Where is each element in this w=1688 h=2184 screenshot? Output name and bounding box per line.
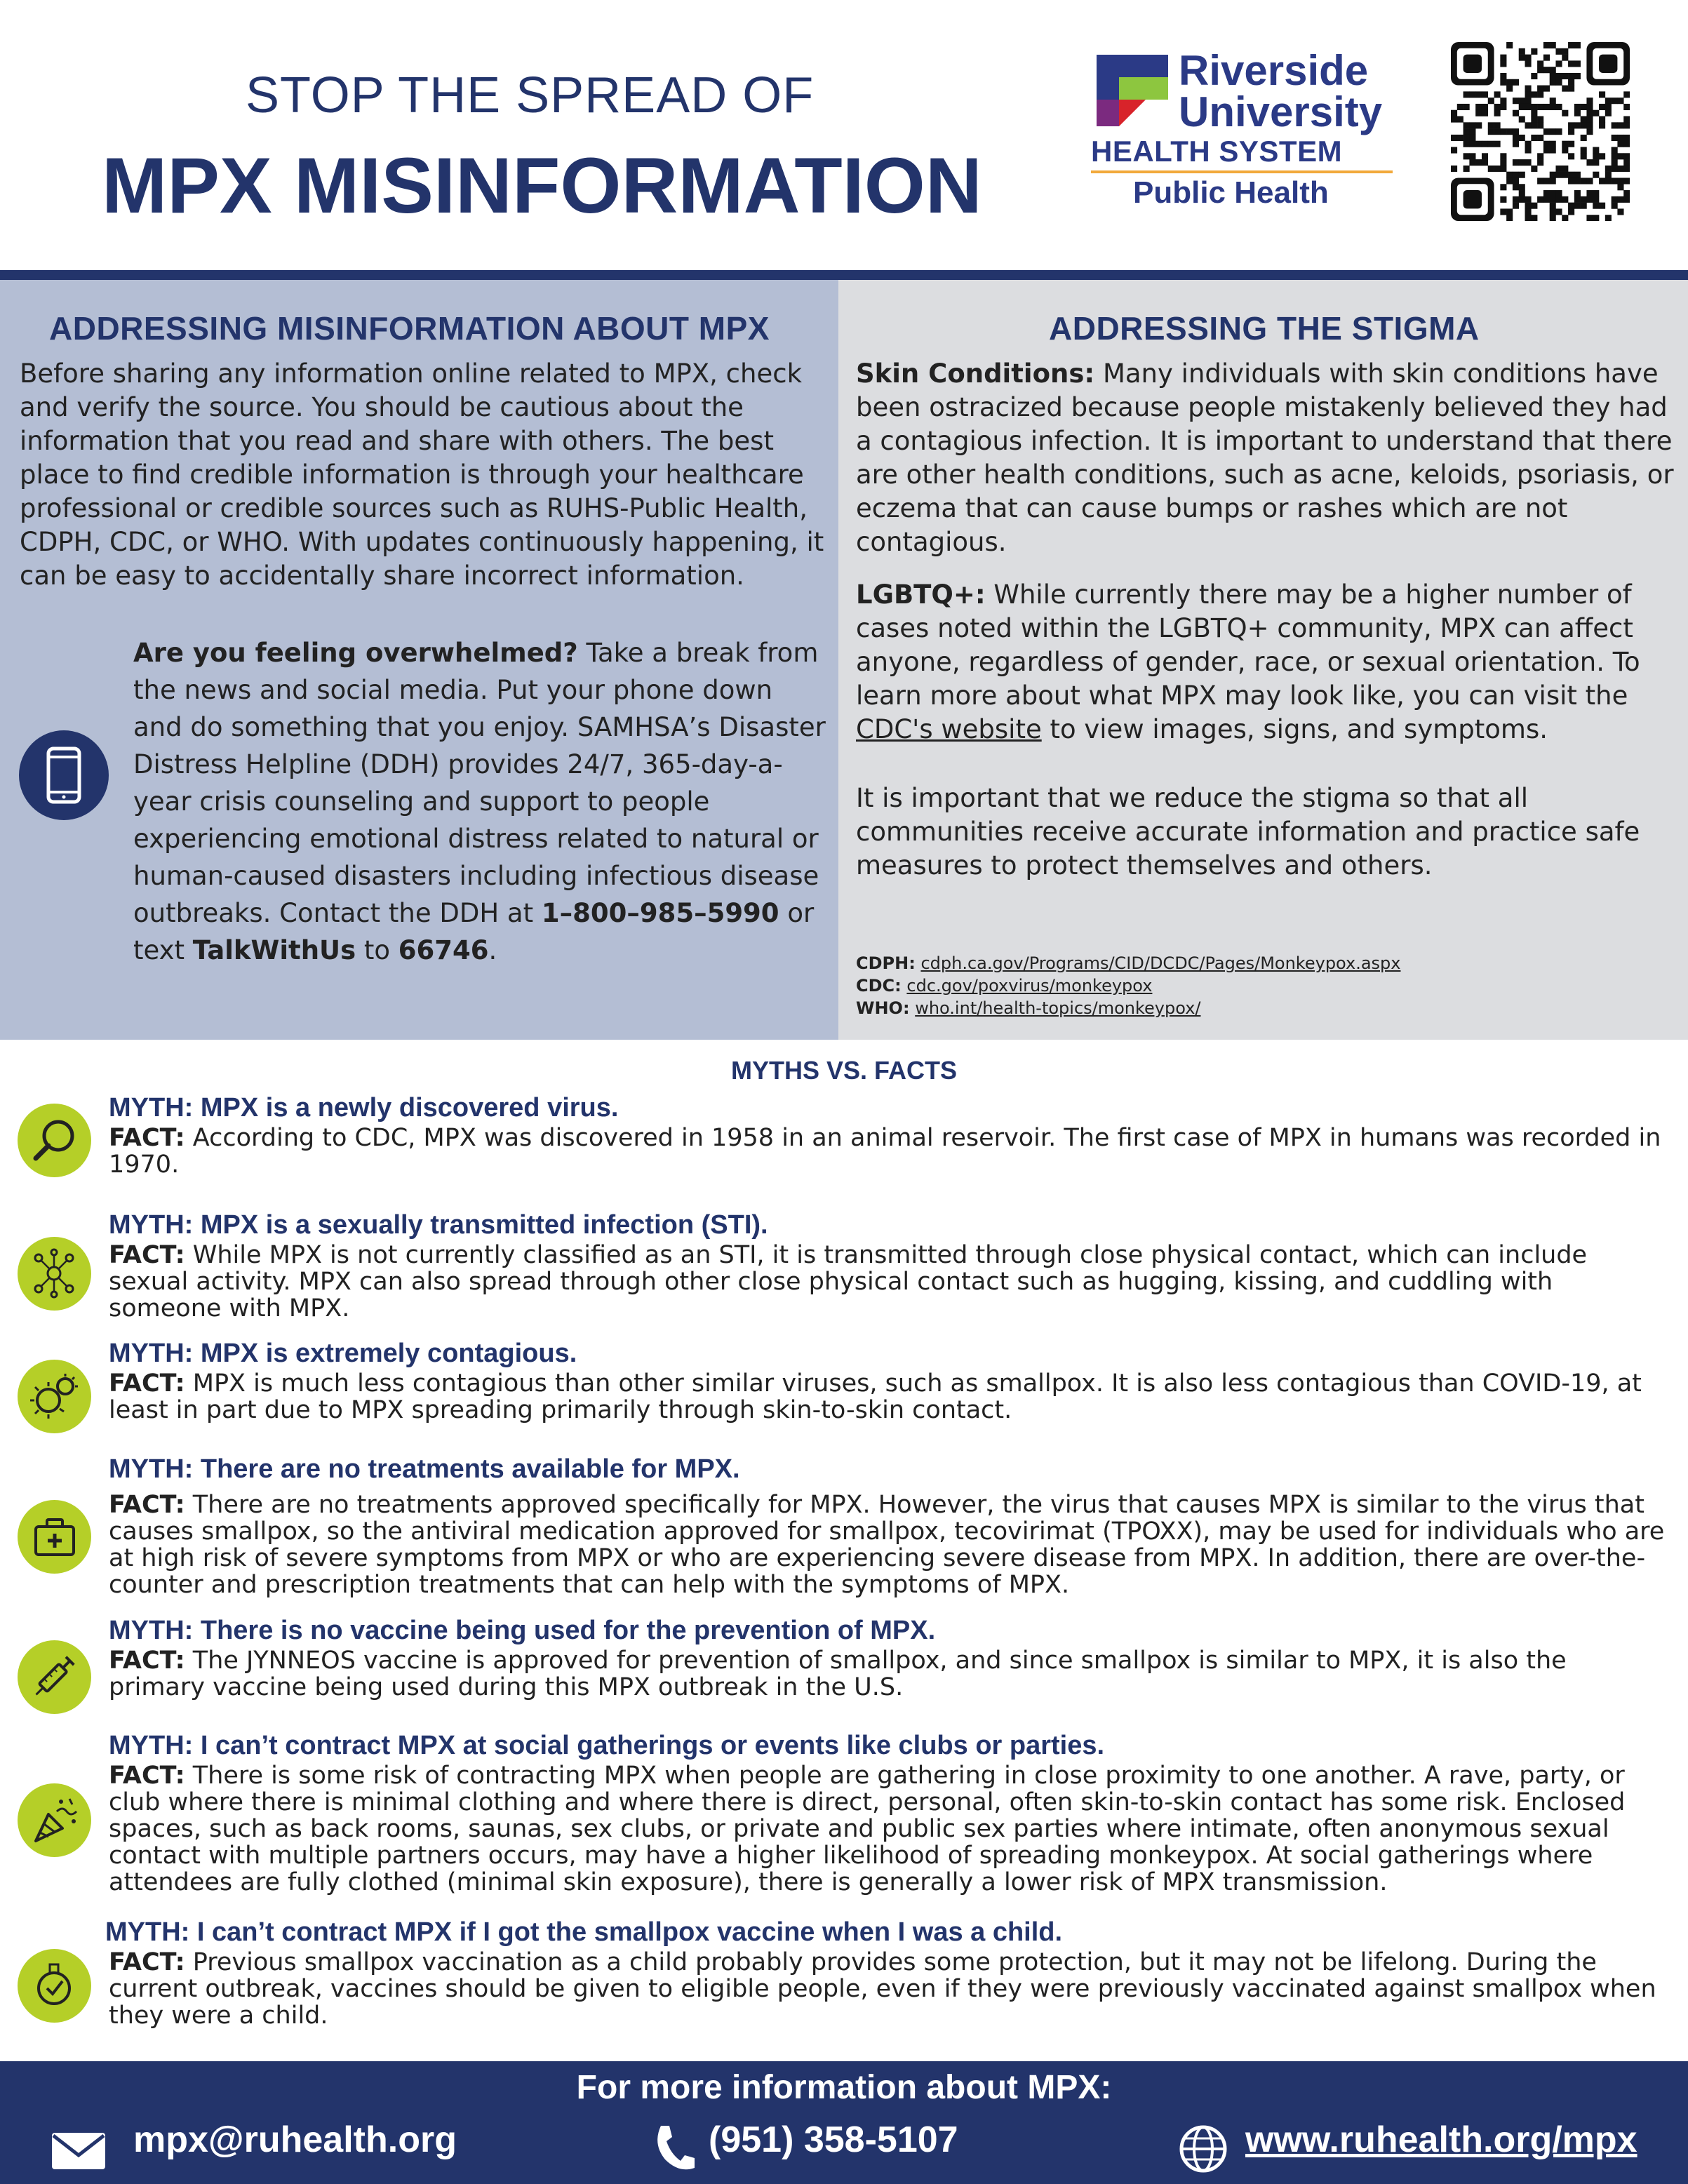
sources-list bbox=[856, 952, 1663, 1019]
telephone-icon bbox=[651, 2123, 696, 2173]
lgbtq-text-end: to view images, signs, and symptoms. bbox=[1041, 714, 1548, 744]
misinformation-intro: Before sharing any information online related to MPX, check and verify the source. You should be cautious about the information that you read and share with others. The best place to find credible information is through your healthcare professional or credible sources such as RUHS-Public Health, CDPH, CDC, or WHO. With updates continuously happening, it can be easy to accidentally share incorrect information. bbox=[20, 359, 824, 591]
stigma-heading: ADDRESSING THE STIGMA bbox=[1049, 310, 1480, 347]
fact-label: FACT: bbox=[109, 1369, 185, 1398]
overwhelmed-paragraph bbox=[133, 634, 828, 969]
skin-conditions-label: Skin Conditions: bbox=[856, 359, 1095, 389]
stigma-paragraph: It is important that we reduce the stigma so that all communities receive accurate information and practice safe measures to protect themselves and others. bbox=[856, 783, 1640, 880]
fact-label: FACT: bbox=[109, 1241, 185, 1269]
globe-icon bbox=[1179, 2124, 1228, 2173]
fact-text: According to CDC, MPX was discovered in 1958 in an animal reservoir. The first case of MPX in humans was recorded in 1970. bbox=[109, 1124, 1661, 1179]
fact-label: FACT: bbox=[109, 1647, 185, 1675]
fact-label: FACT: bbox=[109, 1762, 185, 1790]
fact-text: MPX is much less contagious than other similar viruses, such as smallpox. It is also less contagious than COVID-19, at least in part due to MPX spreading primarily through skin-to-skin contact. bbox=[109, 1369, 1642, 1424]
text-number: 66746 bbox=[398, 935, 489, 965]
source-link[interactable]: cdc.gov/poxvirus/monkeypox bbox=[906, 976, 1153, 996]
myth-fact bbox=[109, 1647, 1670, 1701]
vaccine-vial-icon bbox=[18, 1949, 91, 2023]
text-keyword: TalkWithUs bbox=[192, 935, 356, 965]
logo-text-riverside: Riverside bbox=[1179, 47, 1369, 94]
myth-title: MYTH: MPX is extremely contagious. bbox=[109, 1339, 577, 1368]
email-icon bbox=[51, 2131, 107, 2171]
text-or: or text bbox=[133, 898, 815, 965]
footer-website-link[interactable]: www.ruhealth.org/mpx bbox=[1245, 2119, 1637, 2160]
footer-phone-link[interactable]: (951) 358-5107 bbox=[709, 2119, 958, 2160]
logo-text-health-system: HEALTH SYSTEM bbox=[1091, 135, 1343, 168]
lgbtq-label: LGBTQ+: bbox=[856, 580, 986, 610]
myth-fact bbox=[109, 1242, 1670, 1322]
misinformation-panel bbox=[0, 280, 838, 1040]
fact-text: While MPX is not currently classified as an STI, it is transmitted through close physical contact, which can include sexual activity. MPX can also spread through other close physical contact such as hugging, kissing, and cuddling with someone with MPX. bbox=[109, 1241, 1588, 1322]
ddh-phone-number[interactable]: 1–800–985–5990 bbox=[541, 898, 779, 928]
source-label: CDPH: bbox=[856, 953, 916, 973]
lgbtq-text: While currently there may be a higher number of cases noted within the LGBTQ+ community, MPX can affect anyone, regardless of gender, race, or sexual orientation. To learn more about what MPX may look like, you can visit the bbox=[856, 580, 1640, 711]
fact-text: There is some risk of contracting MPX when people are gathering in close proximity to one another. A rave, party, or club where there is minimal clothing and where there is direct, personal, often skin-to-skin contact has some risk. Enclosed spaces, such as back rooms, saunas, sex clubs, or private and public sex parties where intimate, often anonymous sexual contact with multiple partners occurs, may have a higher likelihood of spreading monkeypox. At social gatherings where attendees are fully clothed (minimal skin exposure), there is generally a lower risk of MPX transmission. bbox=[109, 1762, 1626, 1896]
skin-conditions-paragraph bbox=[856, 357, 1680, 559]
skin-conditions-text: Many individuals with skin conditions have been ostracized because people mistakenly believed they had a contagious infection. It is important to understand that there are other health conditions, such as acne, keloids, psoriasis, or eczema that can cause bumps or rashes which are not contagious. bbox=[856, 359, 1674, 557]
page-title: MPX MISINFORMATION bbox=[102, 142, 982, 229]
qr-code-icon[interactable] bbox=[1451, 42, 1630, 221]
virus-icon bbox=[18, 1360, 91, 1433]
logo-text-university: University bbox=[1179, 88, 1383, 135]
header bbox=[0, 0, 1688, 263]
misinformation-heading: ADDRESSING MISINFORMATION ABOUT MPX bbox=[49, 310, 770, 347]
logo-divider bbox=[1091, 170, 1393, 173]
myth-fact bbox=[109, 1762, 1670, 1896]
phone-icon bbox=[18, 729, 110, 822]
myth-fact bbox=[109, 1949, 1670, 2029]
myth-title: MYTH: There are no treatments available for MPX. bbox=[109, 1454, 740, 1484]
title-line1: STOP THE SPREAD OF bbox=[246, 67, 815, 123]
source-link[interactable]: cdph.ca.gov/Programs/CID/DCDC/Pages/Monkeypox.aspx bbox=[920, 953, 1401, 973]
source-item bbox=[856, 974, 1663, 997]
lgbtq-paragraph bbox=[856, 578, 1680, 746]
footer-heading: For more information about MPX: bbox=[576, 2069, 1112, 2106]
magnifier-icon bbox=[18, 1104, 91, 1177]
myth-fact bbox=[109, 1125, 1670, 1178]
party-popper-icon bbox=[18, 1783, 91, 1857]
fact-label: FACT: bbox=[109, 1124, 185, 1152]
myth-title: MYTH: I can’t contract MPX at social gatherings or events like clubs or parties. bbox=[109, 1731, 1105, 1760]
text-to: to bbox=[356, 935, 398, 965]
myth-fact bbox=[109, 1370, 1670, 1423]
fact-text: There are no treatments approved specifically for MPX. However, the virus that causes MPX is similar to the virus that causes smallpox, so the antiviral medication approved for smallpox, tecovirimat (TPOXX), may be used for individuals who are at high risk of severe symptoms from MPX or who are experiencing severe disease from MPX. In addition, there are over-the-counter and prescription treatments that can help with the symptoms of MPX. bbox=[109, 1491, 1665, 1599]
footer-email-link[interactable]: mpx@ruhealth.org bbox=[133, 2119, 457, 2160]
text-end: . bbox=[488, 935, 497, 965]
fact-text: Previous smallpox vaccination as a child probably provides some protection, but it may not be lifelong. During the current outbreak, vaccines should be given to eligible people, even if they were previously vaccinated against smallpox when they were a child. bbox=[109, 1948, 1656, 2030]
first-aid-kit-icon bbox=[18, 1500, 91, 1574]
myth-fact bbox=[109, 1492, 1670, 1598]
logo-text-public-health: Public Health bbox=[1133, 175, 1329, 210]
ruhs-logo-mark-icon bbox=[1091, 49, 1174, 132]
myth-title: MYTH: MPX is a newly discovered virus. bbox=[109, 1093, 619, 1123]
header-divider bbox=[0, 270, 1688, 280]
myths-heading: MYTHS VS. FACTS bbox=[730, 1056, 958, 1085]
network-icon bbox=[18, 1237, 91, 1311]
fact-text: The JYNNEOS vaccine is approved for prevention of smallpox, and since smallpox is similar to MPX, it is also the primary vaccine being used during this MPX outbreak in the U.S. bbox=[109, 1647, 1567, 1701]
fact-label: FACT: bbox=[109, 1948, 185, 1976]
myth-title: MYTH: There is no vaccine being used for the prevention of MPX. bbox=[109, 1616, 936, 1645]
cdc-website-link[interactable]: CDC's website bbox=[856, 714, 1042, 744]
source-item bbox=[856, 997, 1663, 1019]
syringe-icon bbox=[18, 1640, 91, 1714]
footer bbox=[0, 2061, 1688, 2184]
source-link[interactable]: who.int/health-topics/monkeypox/ bbox=[915, 998, 1201, 1018]
overwhelmed-text: Take a break from the news and social media. Put your phone down and do something that you enjoy. SAMHSA’s Disaster Distress Helpline (DDH) provides 24/7, 365-day-a-year crisis counseling and support to people experiencing emotional distress related to natural or human-caused disasters including infectious disease outbreaks. Contact the DDH at bbox=[133, 638, 826, 928]
myth-title: MYTH: I can’t contract MPX if I got the smallpox vaccine when I was a child. bbox=[105, 1917, 1063, 1947]
source-label: CDC: bbox=[856, 976, 902, 996]
source-label: WHO: bbox=[856, 998, 910, 1018]
fact-label: FACT: bbox=[109, 1491, 185, 1519]
myth-title: MYTH: MPX is a sexually transmitted infection (STI). bbox=[109, 1210, 768, 1240]
overwhelmed-label: Are you feeling overwhelmed? bbox=[133, 638, 578, 668]
stigma-panel bbox=[838, 280, 1688, 1040]
ruhs-logo bbox=[1091, 49, 1400, 210]
source-item bbox=[856, 952, 1663, 974]
